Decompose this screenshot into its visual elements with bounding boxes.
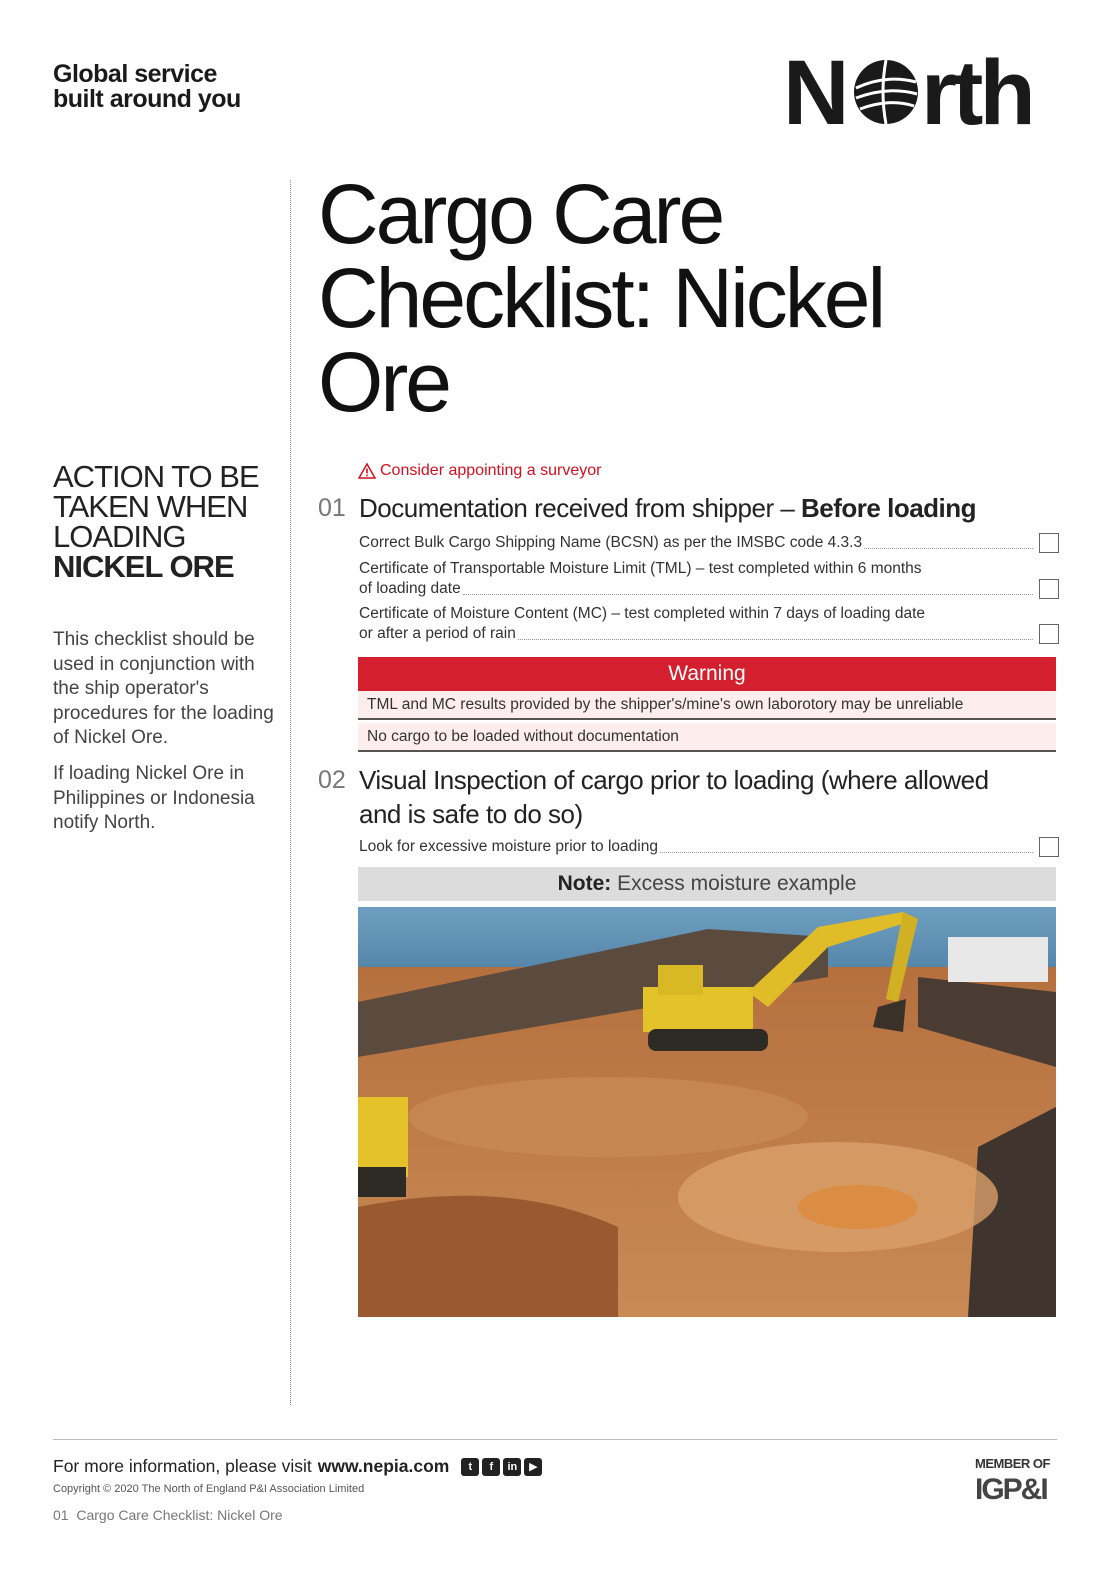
checklist-item <box>359 559 1059 599</box>
sidebar-paragraph-2: If loading Nickel Ore in Philippines or Indonesia notify North. <box>53 763 255 833</box>
page-title <box>318 167 1078 429</box>
checkbox[interactable] <box>1039 579 1059 599</box>
note-label: Note: <box>557 872 612 895</box>
leader-dots <box>864 548 1033 549</box>
checklist-item-text-cont: or after a period of rain <box>359 625 516 642</box>
leader-dots <box>660 852 1033 853</box>
section-1-title-bold: Before loading <box>801 493 977 523</box>
vertical-divider <box>290 180 291 1405</box>
sidebar-paragraph-1: This checklist should be used in conjunction with the ship operator's procedures for the loading of Nickel Ore. <box>53 629 274 748</box>
linkedin-icon[interactable]: in <box>503 1458 521 1476</box>
logo-globe-icon <box>854 60 918 124</box>
footer-url-link[interactable]: www.nepia.com <box>317 1456 450 1476</box>
tagline-line2: built around you <box>53 85 241 113</box>
page-label: Cargo Care Checklist: Nickel Ore <box>76 1507 283 1523</box>
checklist-item-text: Certificate of Moisture Content (MC) – test completed within 7 days of loading date <box>359 605 926 622</box>
warning-heading: Warning <box>358 657 1056 691</box>
section-1-title <box>359 491 1019 525</box>
checklist-item-text-cont: of loading date <box>359 580 461 597</box>
cargo-hold-photo <box>358 907 1056 1317</box>
footer-rule <box>53 1439 1057 1440</box>
tagline-line1: Global service <box>53 60 217 88</box>
sidebar-heading <box>53 459 283 584</box>
page-number: 01 <box>53 1507 69 1523</box>
note-text: Excess moisture example <box>611 872 857 895</box>
footer-info-text: For more information, please visit <box>53 1456 312 1476</box>
checklist-item <box>359 837 1059 857</box>
warning-box <box>358 657 1056 752</box>
tagline <box>53 62 241 112</box>
warning-row: TML and MC results provided by the shipper's/mine's own laborotory may be unreliable <box>358 691 1056 720</box>
footer-info <box>53 1456 542 1477</box>
checklist-item <box>359 604 1059 644</box>
checkbox[interactable] <box>1039 837 1059 857</box>
warning-row: No cargo to be loaded without documentation <box>358 723 1056 752</box>
copyright: Copyright © 2020 The North of England P&I Association Limited <box>53 1483 365 1495</box>
note-bar <box>358 867 1056 901</box>
facebook-icon[interactable]: f <box>482 1458 500 1476</box>
title-line3: Ore <box>318 335 450 429</box>
surveyor-text: Consider appointing a surveyor <box>380 462 602 479</box>
checklist-item-text: Correct Bulk Cargo Shipping Name (BCSN) as per the IMSBC code 4.3.3 <box>359 534 863 551</box>
sidebar-heading-light: ACTION TO BE TAKEN WHEN LOADING <box>53 459 259 554</box>
member-of-label: MEMBER OF <box>975 1456 1050 1471</box>
section-2-number: 02 <box>318 766 346 794</box>
sidebar-heading-bold: NICKEL ORE <box>53 549 234 584</box>
twitter-icon[interactable]: t <box>461 1458 479 1476</box>
checkbox[interactable] <box>1039 533 1059 553</box>
page-footer <box>53 1507 283 1523</box>
checklist-item <box>359 533 1059 553</box>
logo-text-right: rth <box>921 44 1032 134</box>
igpi-logo: IGP&I <box>975 1473 1047 1506</box>
checkbox[interactable] <box>1039 624 1059 644</box>
leader-dots <box>463 594 1033 595</box>
title-line1: Cargo Care <box>318 167 723 261</box>
logo-text-left: N <box>783 44 846 134</box>
checklist-item-text: Certificate of Transportable Moisture Limit (TML) – test completed within 6 months <box>359 560 922 577</box>
warning-triangle-icon <box>358 463 376 479</box>
leader-dots <box>518 639 1033 640</box>
north-logo <box>783 44 1063 134</box>
section-2-title: Visual Inspection of cargo prior to loading (where allowed and is safe to do so) <box>359 765 989 829</box>
section-1-title-text: Documentation received from shipper – <box>359 493 802 523</box>
section-1-number: 01 <box>318 494 346 522</box>
title-line2: Checklist: Nickel <box>318 251 884 345</box>
social-icons <box>461 1458 542 1476</box>
surveyor-note <box>358 462 601 480</box>
youtube-icon[interactable]: ▶ <box>524 1458 542 1476</box>
checklist-item-text: Look for excessive moisture prior to loading <box>359 838 658 855</box>
